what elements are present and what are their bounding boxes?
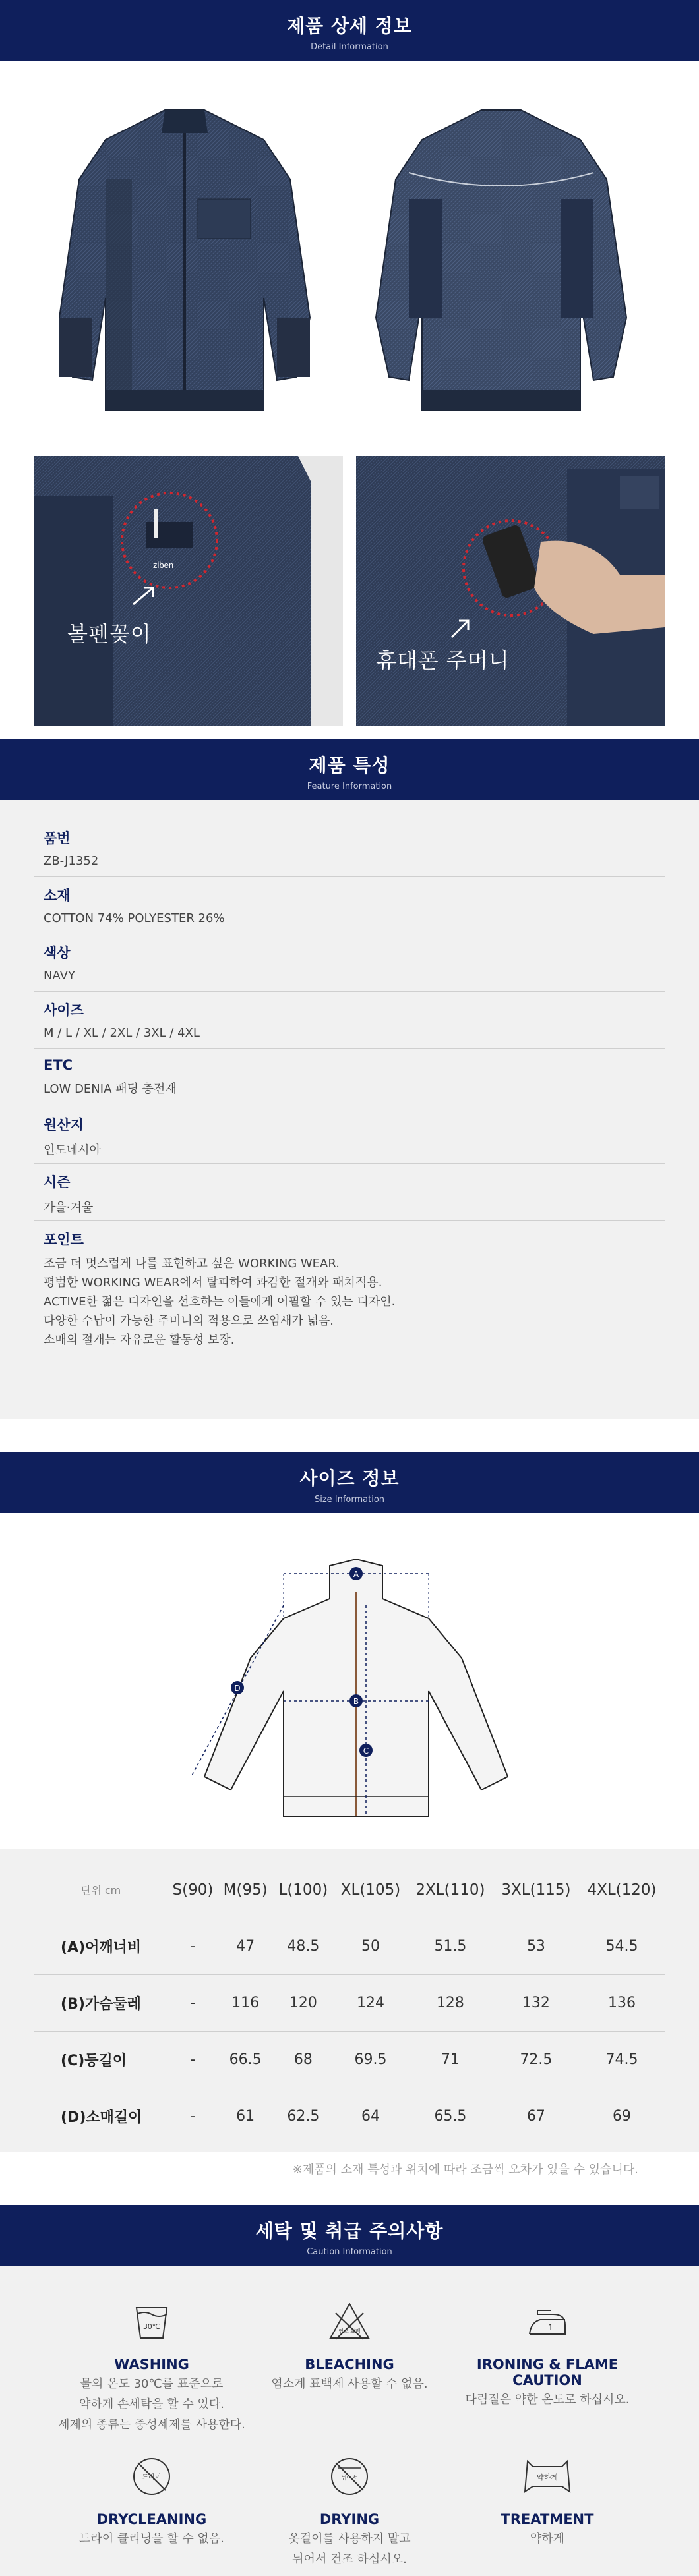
care-title-text: WASHING — [114, 2357, 189, 2372]
care-title-text: TREATMENT — [501, 2511, 594, 2527]
svg-text:뉘어서: 뉘어서 — [340, 2475, 359, 2482]
treatment-icon — [442, 2447, 653, 2506]
feature-value: 가을·겨울 — [44, 1201, 94, 1215]
size-column-header: XL(105) — [340, 1881, 401, 1899]
row-label: (A)어깨너비 — [34, 1918, 167, 1974]
spacer — [0, 1419, 699, 1452]
care-instructions — [0, 2266, 699, 2576]
svg-text:드라이: 드라이 — [142, 2474, 162, 2481]
feature-list — [0, 800, 699, 1419]
feature-title: 제품 특성 — [309, 755, 390, 776]
ironing-icon — [442, 2292, 653, 2351]
table-cell: - — [167, 1918, 218, 1974]
care-title-text: BLEACHING — [305, 2357, 394, 2372]
care-desc-line: 물의 온도 30℃를 표준으로 — [80, 2377, 224, 2391]
detail-photos — [0, 456, 699, 739]
jacket-back-image — [363, 100, 640, 443]
care-banner — [0, 2205, 699, 2266]
size-title: 사이즈 정보 — [299, 1468, 400, 1489]
table-cell: 128 — [408, 1974, 493, 2031]
care-item-treatment — [442, 2447, 653, 2548]
row-label: (D)소매길이 — [34, 2088, 167, 2144]
svg-text:약하게: 약하게 — [537, 2473, 558, 2482]
size-table — [34, 1862, 665, 2144]
table-cell: 54.5 — [579, 1918, 665, 1974]
feature-banner — [0, 739, 699, 800]
feature-label: 원산지 — [44, 1117, 84, 1133]
table-cell: 124 — [334, 1974, 408, 2031]
care-desc-line: 옷걸이를 사용하지 말고 — [288, 2532, 411, 2546]
feature-row-material — [34, 877, 665, 934]
table-cell: 64 — [334, 2088, 408, 2144]
feature-label: 포인트 — [44, 1232, 84, 1247]
care-desc-line: 염소계 표백제 사용할 수 없음. — [271, 2377, 428, 2391]
phone-pocket-label: 휴대폰 주머니 — [376, 648, 510, 673]
care-desc-line: 약하게 — [530, 2532, 565, 2546]
table-cell: 71 — [408, 2031, 493, 2088]
jacket-photos — [0, 61, 699, 456]
table-cell: 62.5 — [273, 2088, 334, 2144]
size-banner — [0, 1452, 699, 1513]
jacket-front-image — [46, 100, 323, 443]
svg-text:1: 1 — [548, 2323, 553, 2332]
feature-row-product-code — [34, 820, 665, 877]
care-item-drycleaning — [46, 2447, 257, 2548]
table-cell: 47 — [218, 1918, 273, 1974]
table-cell: 67 — [493, 2088, 579, 2144]
table-cell: 66.5 — [218, 2031, 273, 2088]
table-cell: - — [167, 2031, 218, 2088]
feature-row-color — [34, 934, 665, 992]
feature-row-origin — [34, 1106, 665, 1164]
feature-row-size — [34, 992, 665, 1049]
table-cell: 68 — [273, 2031, 334, 2088]
size-column-header: M(95) — [223, 1881, 268, 1899]
size-column-header: 3XL(115) — [501, 1881, 571, 1899]
care-desc-line: 뉘어서 건조 하십시오. — [292, 2552, 407, 2566]
size-column-header: L(100) — [278, 1881, 328, 1899]
detail-banner — [0, 0, 699, 61]
table-cell: 132 — [493, 1974, 579, 2031]
table-row — [34, 1974, 665, 2031]
table-row — [34, 2088, 665, 2144]
table-cell: 53 — [493, 1918, 579, 1974]
svg-text:A: A — [353, 1570, 359, 1579]
size-column-header: S(90) — [172, 1881, 214, 1899]
drycleaning-icon — [46, 2447, 257, 2506]
feature-label: ETC — [44, 1057, 73, 1073]
size-table-header — [34, 1862, 665, 1918]
table-cell: 61 — [218, 2088, 273, 2144]
care-desc-line: 세제의 종류는 중성세제를 사용한다. — [58, 2418, 245, 2432]
pen-holder-photo — [34, 456, 343, 726]
table-cell: 65.5 — [408, 2088, 493, 2144]
table-row — [34, 1918, 665, 1974]
size-note: ※제품의 소재 특성과 위치에 따라 조금씩 오차가 있을 수 있습니다. — [292, 2163, 638, 2177]
table-cell: 48.5 — [273, 1918, 334, 1974]
size-column-header: 2XL(110) — [415, 1881, 485, 1899]
size-table-panel — [0, 1849, 699, 2152]
table-cell: 72.5 — [493, 2031, 579, 2088]
care-item-drying — [244, 2447, 455, 2568]
size-diagram — [0, 1513, 699, 1849]
row-label: (C)등길이 — [34, 2031, 167, 2088]
feature-row-point — [34, 1221, 665, 1359]
svg-text:30℃: 30℃ — [142, 2322, 161, 2331]
care-item-bleaching — [244, 2292, 455, 2393]
table-cell: 50 — [334, 1918, 408, 1974]
pen-holder-image — [34, 456, 343, 726]
point-description — [44, 1254, 655, 1350]
care-item-washing — [46, 2292, 257, 2434]
care-item-ironing — [442, 2292, 653, 2409]
feature-label: 색상 — [44, 945, 71, 961]
care-title-text: DRYING — [319, 2511, 380, 2527]
jacket-size-diagram — [0, 1513, 699, 1849]
drying-icon — [244, 2447, 455, 2506]
phone-pocket-image — [356, 456, 665, 726]
svg-text:D: D — [234, 1684, 241, 1693]
feature-value: M / L / XL / 2XL / 3XL / 4XL — [44, 1026, 200, 1040]
washing-icon — [46, 2292, 257, 2351]
table-cell: 136 — [579, 1974, 665, 2031]
feature-value: 인도네시아 — [44, 1143, 101, 1157]
table-cell: - — [167, 1974, 218, 2031]
feature-label: 시즌 — [44, 1174, 71, 1190]
care-desc-line: 드라이 클리닝을 할 수 없음. — [79, 2532, 224, 2546]
feature-value: NAVY — [44, 969, 75, 983]
table-cell: 69 — [579, 2088, 665, 2144]
svg-text:B: B — [353, 1697, 359, 1706]
point-line: 조금 더 멋스럽게 나를 표현하고 싶은 WORKING WEAR. — [44, 1257, 340, 1271]
care-title-text: IRONING & FLAME CAUTION — [476, 2357, 619, 2388]
detail-subtitle: Detail Information — [311, 42, 388, 52]
brand-tag-text: ziben — [153, 560, 174, 570]
row-label: (B)가슴둘레 — [34, 1974, 167, 2031]
size-column-header: 4XL(120) — [587, 1881, 657, 1899]
table-cell: 51.5 — [408, 1918, 493, 1974]
feature-label: 사이즈 — [44, 1002, 84, 1018]
point-line: 평범한 WORKING WEAR에서 탈피하여 과감한 절개와 패치적용. — [44, 1276, 382, 1290]
feature-row-season — [34, 1164, 665, 1221]
unit-label: 단위 cm — [80, 1884, 121, 1897]
bleaching-icon — [244, 2292, 455, 2351]
table-cell: 74.5 — [579, 2031, 665, 2088]
point-line: 다양한 수납이 가능한 주머니의 적용으로 쓰임새가 넓음. — [44, 1314, 334, 1328]
care-desc-line: 약하게 손세탁을 할 수 있다. — [79, 2397, 224, 2411]
size-subtitle: Size Information — [314, 1495, 385, 1504]
care-title-text: DRYCLEANING — [96, 2511, 207, 2527]
care-desc-line: 다림질은 약한 온도로 하십시오. — [465, 2393, 630, 2407]
feature-label: 소재 — [44, 888, 71, 903]
feature-subtitle: Feature Information — [307, 782, 392, 791]
pen-holder-label: 볼펜꽂이 — [67, 621, 152, 646]
svg-text:염소 표백: 염소 표백 — [338, 2328, 361, 2334]
table-cell: 116 — [218, 1974, 273, 2031]
feature-value: ZB-J1352 — [44, 854, 99, 868]
feature-label: 품번 — [44, 830, 71, 846]
point-line: 소매의 절개는 자유로운 활동성 보장. — [44, 1333, 235, 1347]
table-cell: - — [167, 2088, 218, 2144]
care-subtitle: Caution Information — [307, 2247, 392, 2257]
feature-row-etc — [34, 1049, 665, 1106]
table-row — [34, 2031, 665, 2088]
feature-value: LOW DENIA 패딩 충전재 — [44, 1082, 177, 1096]
table-cell: 120 — [273, 1974, 334, 2031]
table-cell: 69.5 — [334, 2031, 408, 2088]
phone-pocket-photo — [356, 456, 665, 726]
care-title: 세탁 및 취급 주의사항 — [255, 2220, 444, 2242]
feature-value: COTTON 74% POLYESTER 26% — [44, 911, 225, 925]
detail-title: 제품 상세 정보 — [287, 15, 412, 37]
point-line: ACTIVE한 젊은 디자인을 선호하는 이들에게 어필할 수 있는 디자인. — [44, 1295, 396, 1309]
svg-text:C: C — [363, 1746, 369, 1756]
